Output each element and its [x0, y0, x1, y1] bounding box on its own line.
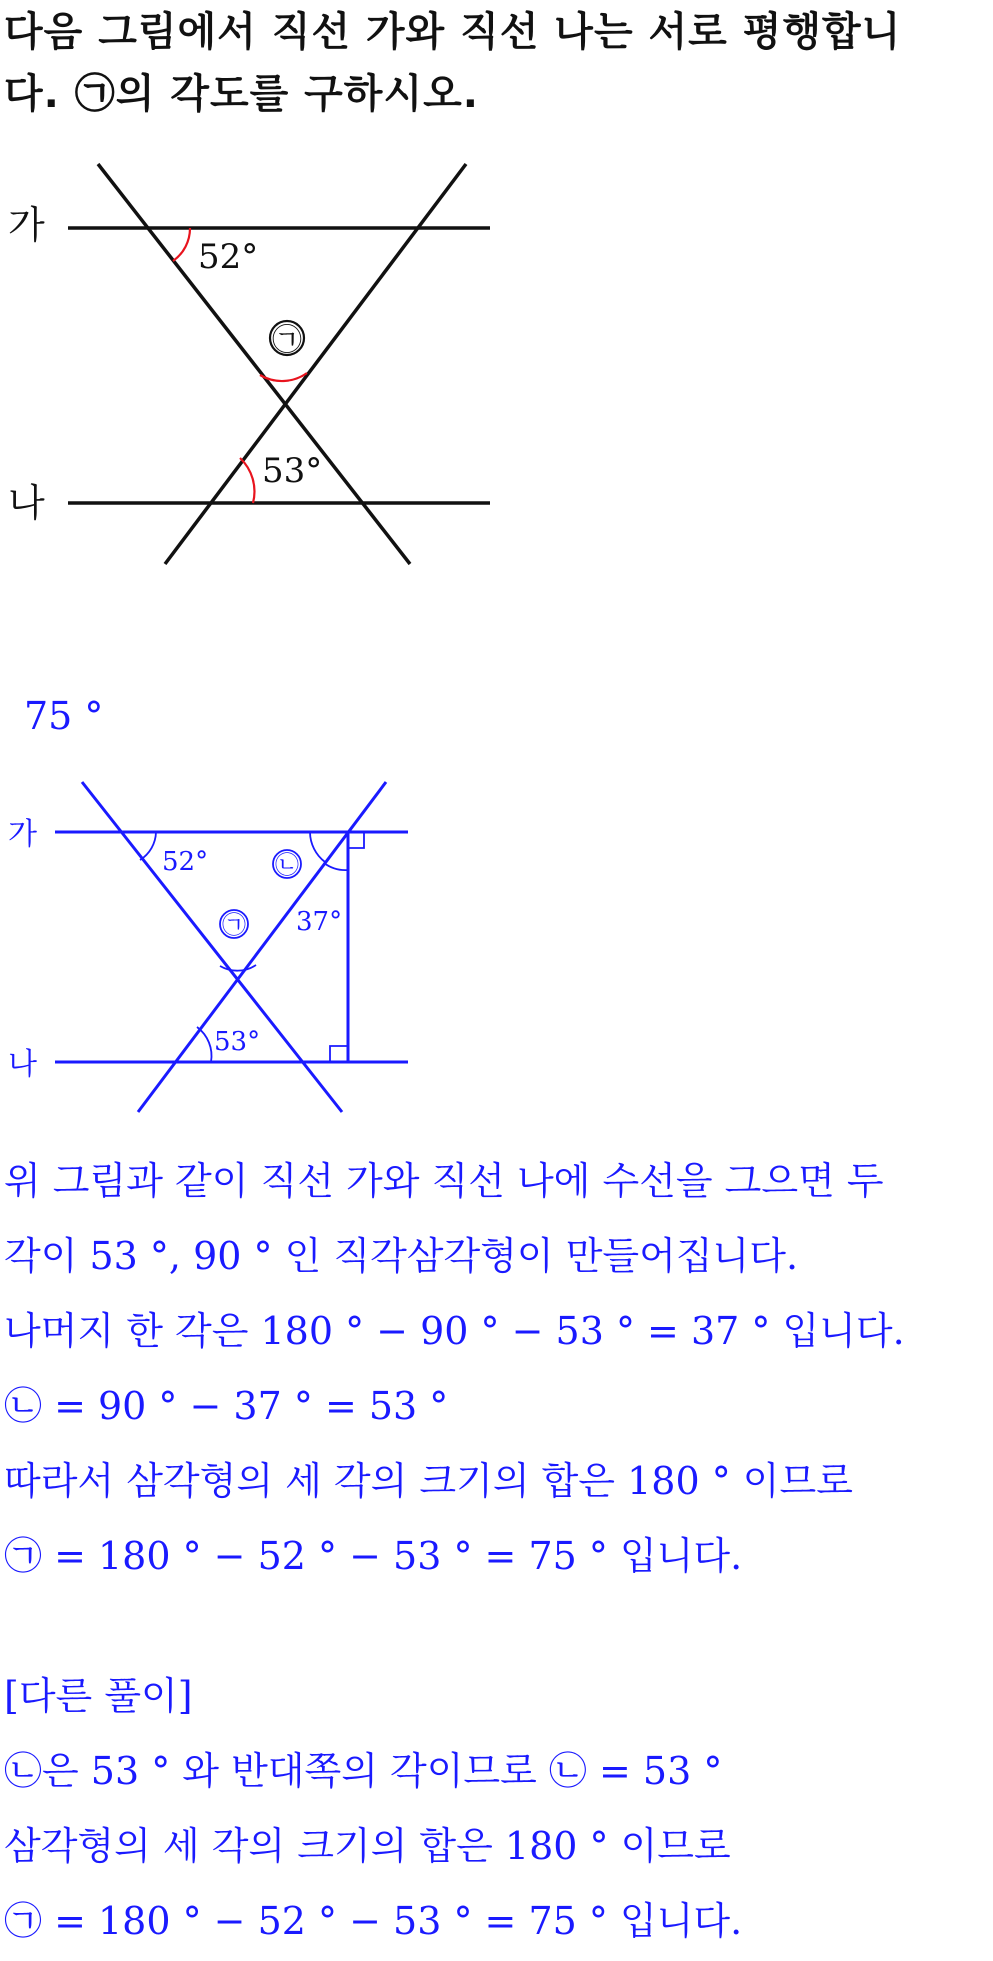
figure-2	[0, 770, 420, 1130]
angle-arc-52-2	[140, 832, 156, 860]
angle-label-37: 37°	[296, 907, 343, 937]
alt-solution-heading: [다른 풀이]	[4, 1674, 193, 1718]
question-line-2: 다. ㉠의 각도를 구하시오.	[4, 71, 479, 117]
alt-solution-line-1: ㉡은 53 ° 와 반대쪽의 각이므로 ㉡ = 53 °	[4, 1749, 723, 1793]
answer-value: 75 °	[24, 694, 104, 738]
alt-solution-line-3: ㉠ = 180 ° − 52 ° − 53 ° = 75 ° 입니다.	[4, 1899, 743, 1943]
solution-line-1: 위 그림과 같이 직선 가와 직선 나에 수선을 그으면 두	[4, 1159, 884, 1203]
mark-label-a: ㉠	[272, 323, 302, 358]
solution-line-6: ㉠ = 180 ° − 52 ° − 53 ° = 75 ° 입니다.	[4, 1534, 743, 1578]
solution-line-3: 나머지 한 각은 180 ° − 90 ° − 53 ° = 37 ° 입니다.	[4, 1309, 905, 1353]
angle-label-53-2: 53°	[214, 1027, 261, 1057]
line-label-ga: 가	[8, 203, 45, 247]
figure-1	[0, 120, 520, 570]
right-angle-mark-bottom	[330, 1046, 348, 1062]
line-label-na: 나	[8, 481, 45, 525]
mark-label-a-2: ㉠	[222, 911, 246, 939]
angle-arc-b	[310, 832, 325, 862]
angle-label-53: 53°	[262, 451, 323, 491]
angle-label-52-2: 52°	[162, 847, 209, 877]
angle-arc-53	[240, 458, 254, 503]
angle-arc-52	[173, 228, 190, 261]
question-line-1: 다음 그림에서 직선 가와 직선 나는 서로 평행합니	[4, 9, 902, 55]
angle-label-52: 52°	[198, 237, 259, 277]
right-angle-mark-top	[348, 832, 364, 848]
solution-line-2: 각이 53 °, 90 ° 인 직각삼각형이 만들어집니다.	[4, 1234, 799, 1278]
alt-solution-line-2: 삼각형의 세 각의 크기의 합은 180 ° 이므로	[4, 1824, 731, 1868]
angle-arc-37	[324, 863, 348, 870]
solution-line-5: 따라서 삼각형의 세 각의 크기의 합은 180 ° 이므로	[4, 1459, 853, 1503]
solution-line-4: ㉡ = 90 ° − 37 ° = 53 °	[4, 1384, 449, 1428]
mark-label-b: ㉡	[275, 851, 299, 879]
line-label-ga-2: 가	[8, 817, 37, 852]
line-label-na-2: 나	[8, 1047, 37, 1082]
